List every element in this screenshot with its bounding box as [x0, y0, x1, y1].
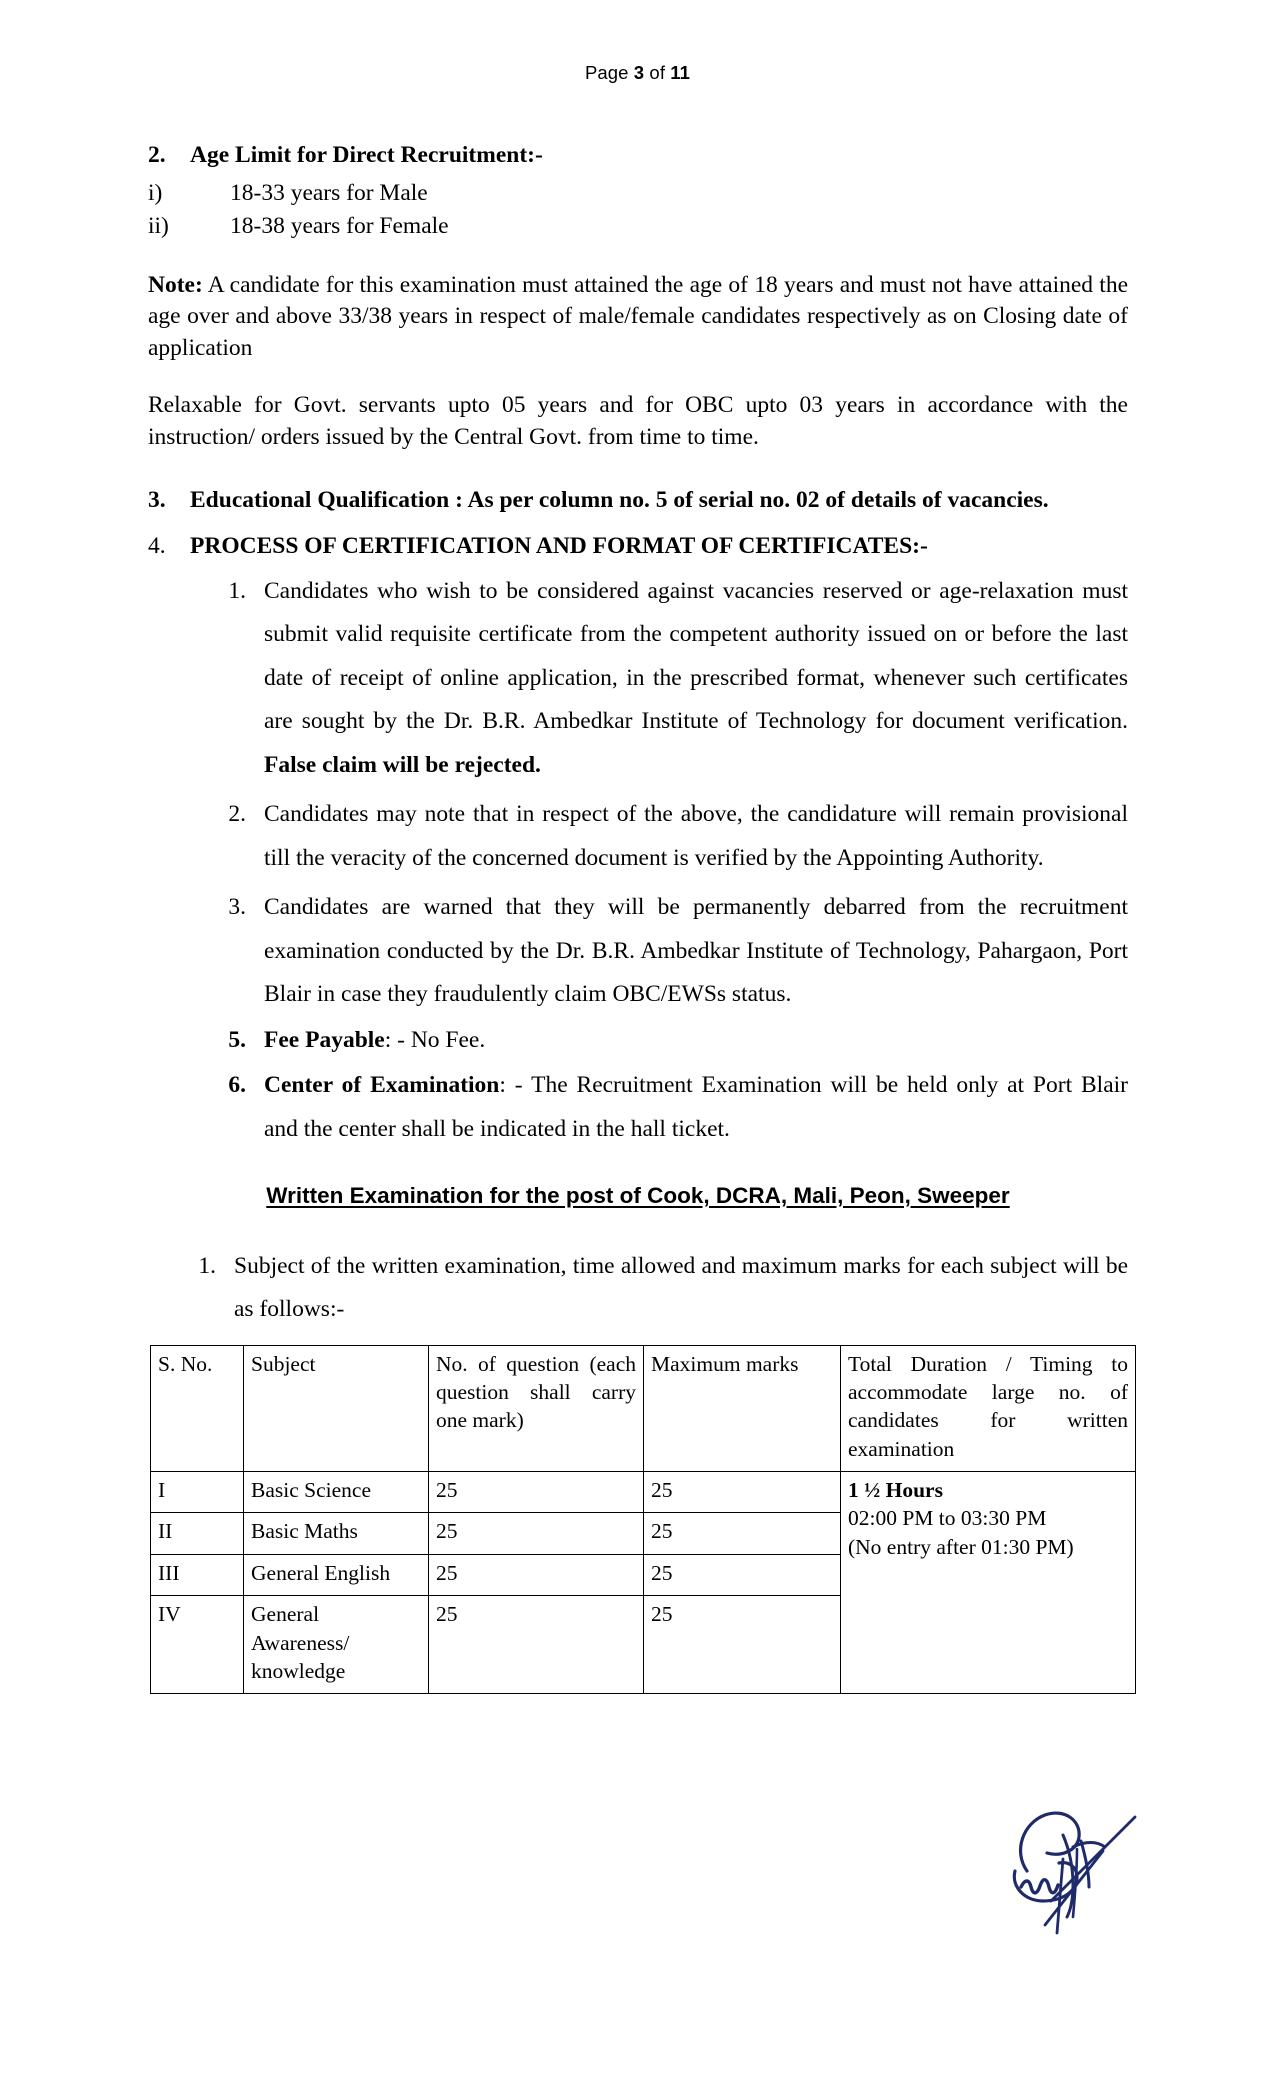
section-fee-payable-number: 5.	[228, 1026, 246, 1053]
certification-item-1-bold-tail: False claim will be rejected.	[264, 751, 541, 778]
written-examination-intro-marker: 1.	[198, 1252, 216, 1279]
table-header-row	[151, 1345, 1136, 1472]
table-header-questions: No. of question (each question shall carry one mark)	[429, 1345, 644, 1472]
page-header	[0, 62, 1275, 84]
page-header-number: 3	[633, 62, 645, 83]
section-certification-title: PROCESS OF CERTIFICATION AND FORMAT OF CERTIFICATES:-	[190, 532, 928, 559]
table-header-subject: Subject	[244, 1345, 429, 1472]
relaxation-paragraph: Relaxable for Govt. servants upto 05 years and for OBC upto 03 years in accordance with the instruction/ orders issued by the Central Govt. from time to time.	[148, 392, 1128, 450]
note-paragraph	[148, 270, 1128, 364]
table-row	[151, 1472, 1136, 1513]
age-limit-item-male-text: 18-33 years for Male	[230, 180, 428, 207]
table-cell-marks: 25	[644, 1596, 841, 1694]
certification-item-1-body: Candidates who wish to be considered against vacancies reserved or age-relaxation must submit valid requisite certificate from the competent authority issued on or before the last date of receipt of online application, in the prescribed format, whenever such certificates are sought by the Dr. B.R. Ambedkar Institute of Technology for document verification.	[264, 577, 1128, 735]
written-examination-intro	[148, 1245, 1128, 1331]
section-fee-payable-text	[264, 1019, 1128, 1062]
table-cell-subject: General Awareness/ knowledge	[244, 1596, 429, 1694]
age-limit-item-male	[148, 177, 1128, 210]
table-cell-sno: I	[151, 1472, 244, 1513]
certification-item-1-marker: 1.	[228, 577, 246, 604]
table-cell-sno: IV	[151, 1596, 244, 1694]
section-center-of-examination-lead: Center of Examination	[264, 1072, 500, 1099]
certification-item-3-marker: 3.	[228, 894, 246, 921]
table-cell-subject: Basic Maths	[244, 1513, 429, 1554]
table-cell-questions: 25	[429, 1596, 644, 1694]
written-examination-heading: Written Examination for the post of Cook, DCRA, Mali, Peon, Sweeper	[266, 1182, 1010, 1208]
table-cell-questions: 25	[429, 1472, 644, 1513]
note-text: A candidate for this examination must attained the age of 18 years and must not have attained the age over and above 33/38 years in respect of male/female candidates respectively as on Closing date of application	[148, 271, 1128, 361]
note-label: Note:	[148, 271, 203, 298]
section-center-of-examination-text	[264, 1064, 1128, 1151]
certification-item-2-text: Candidates may note that in respect of the above, the candidature will remain provisional till the veracity of the concerned document is verified by the Appointing Authority.	[264, 801, 1128, 871]
written-examination-intro-text: Subject of the written examination, time allowed and maximum marks for each subject will be as follows:-	[234, 1252, 1128, 1322]
section-center-of-examination-body: : - The Recruitment Examination will be held only at Port Blair and the center shall be indicated in the hall ticket.	[264, 1072, 1128, 1142]
table-header-marks: Maximum marks	[644, 1345, 841, 1472]
age-limit-item-female-marker: ii)	[148, 213, 169, 240]
table-header-duration: Total Duration / Timing to accommodate large no. of candidates for written examination	[841, 1345, 1136, 1472]
duration-line-1: 02:00 PM to 03:30 PM	[848, 1506, 1047, 1531]
table-cell-sno: II	[151, 1513, 244, 1554]
age-limit-item-female	[148, 210, 1128, 243]
age-limit-item-female-text: 18-38 years for Female	[230, 213, 449, 240]
table-cell-questions: 25	[429, 1554, 644, 1595]
section-educational-qualification-text: Educational Qualification : As per column no. 5 of serial no. 02 of details of vacancies.	[190, 487, 1049, 514]
page-header-prefix: Page	[584, 62, 634, 83]
section-center-of-examination	[148, 1064, 1128, 1151]
section-certification-number: 4.	[148, 532, 166, 559]
certification-item-2	[200, 793, 1128, 880]
table-cell-marks: 25	[644, 1472, 841, 1513]
section-fee-payable	[148, 1019, 1128, 1062]
table-cell-marks: 25	[644, 1513, 841, 1554]
section-certification-heading	[148, 529, 1128, 564]
certification-item-3	[200, 886, 1128, 1016]
certification-item-2-marker: 2.	[228, 801, 246, 828]
table-cell-subject: General English	[244, 1554, 429, 1595]
age-limit-item-male-marker: i)	[148, 180, 163, 207]
section-center-of-examination-number: 6.	[228, 1072, 246, 1099]
certification-item-3-text: Candidates are warned that they will be permanently debarred from the recruitment examination conducted by the Dr. B.R. Ambedkar Institute of Technology, Pahargaon, Port Blair in case they fraudulently claim OBC/EWSs status.	[264, 894, 1128, 1008]
section-educational-qualification-number: 3.	[148, 487, 166, 514]
page-header-middle: of	[644, 62, 671, 83]
certification-item-1-text	[264, 570, 1128, 787]
written-examination-table	[150, 1345, 1136, 1695]
certification-item-list	[148, 570, 1128, 1017]
duration-title: 1 ½ Hours	[848, 1478, 943, 1502]
duration-line-2: (No entry after 01:30 PM)	[848, 1534, 1074, 1559]
section-age-limit-title: Age Limit for Direct Recruitment:-	[190, 142, 543, 168]
signature-mark	[985, 1775, 1175, 1945]
page-header-total: 11	[670, 62, 691, 83]
table-cell-duration	[841, 1472, 1136, 1694]
table-header-sno: S. No.	[151, 1345, 244, 1472]
certification-item-1	[200, 570, 1128, 787]
section-age-limit-number: 2.	[148, 142, 166, 168]
section-educational-qualification	[148, 479, 1128, 522]
section-fee-payable-lead: Fee Payable	[264, 1026, 385, 1053]
table-cell-questions: 25	[429, 1513, 644, 1554]
table-cell-subject: Basic Science	[244, 1472, 429, 1513]
table-cell-marks: 25	[644, 1554, 841, 1595]
section-age-limit-heading	[148, 140, 1128, 171]
table-cell-sno: III	[151, 1554, 244, 1595]
document-body	[148, 140, 1128, 1694]
section-fee-payable-body: : - No Fee.	[384, 1026, 486, 1053]
